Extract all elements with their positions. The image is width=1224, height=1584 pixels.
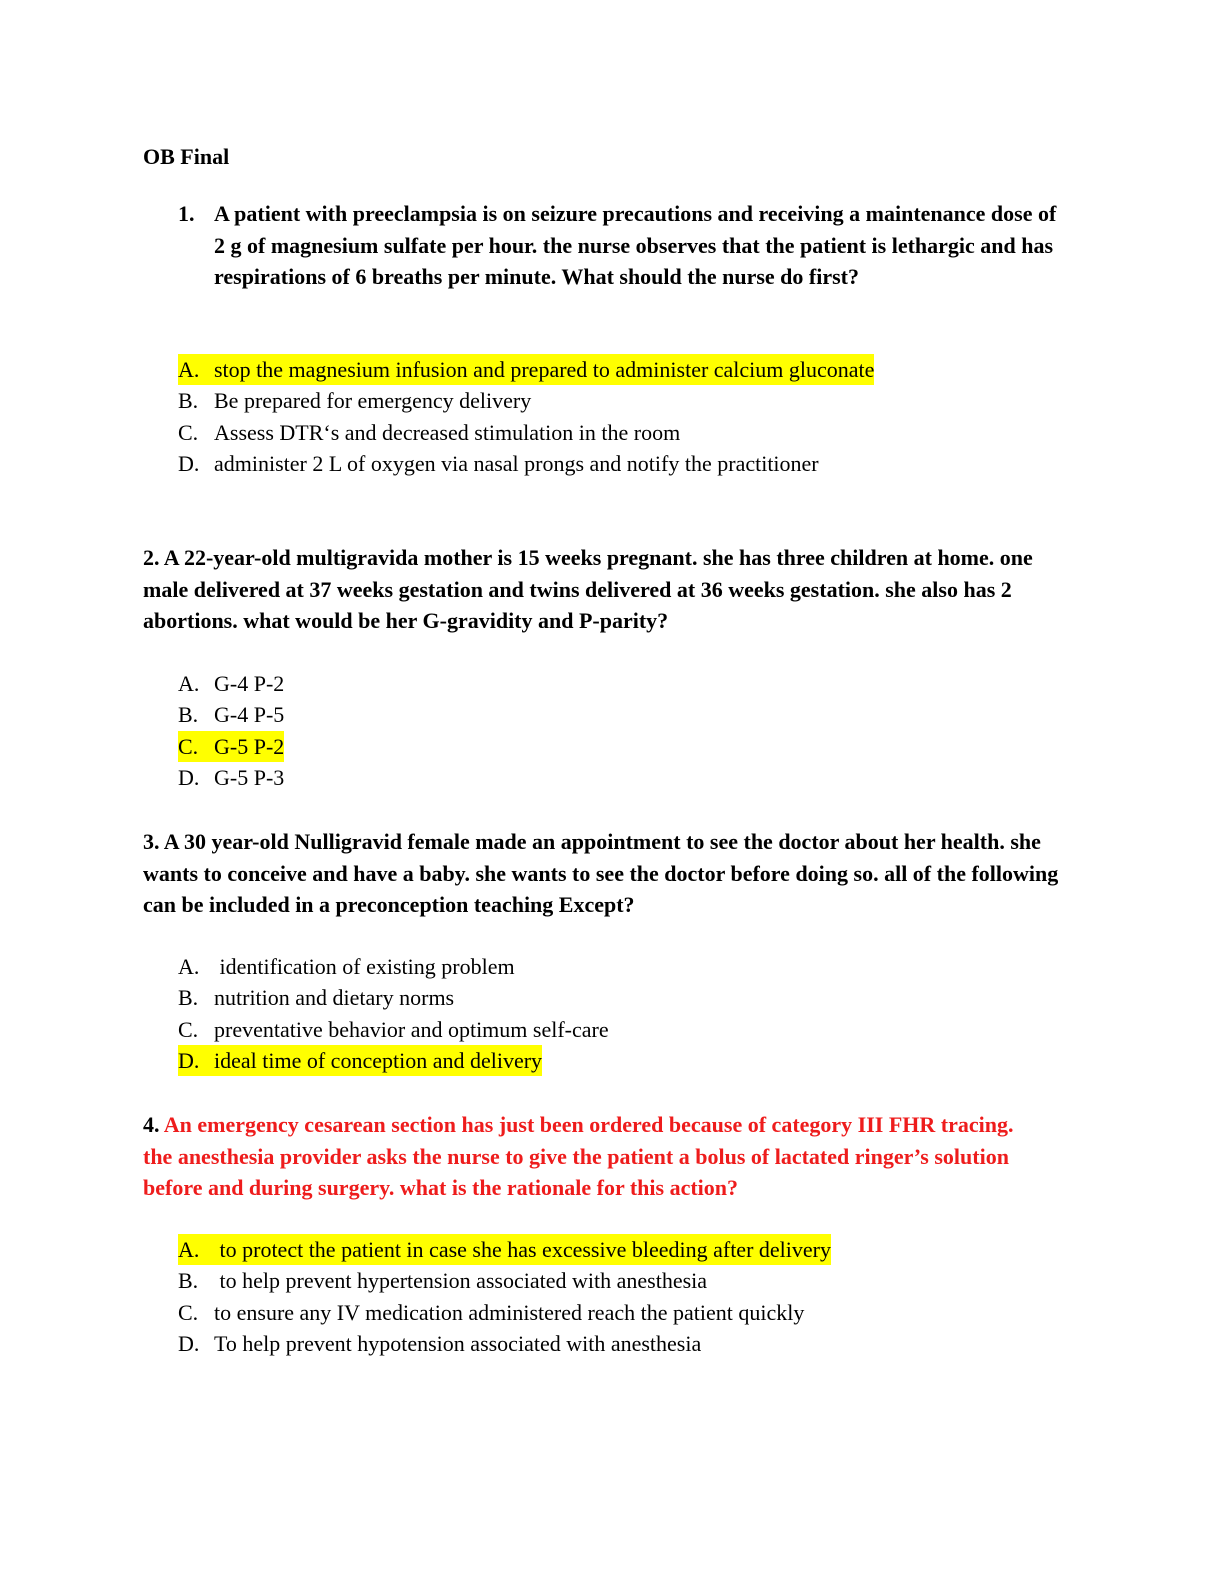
option-letter: A. [178,954,200,979]
option-letter: C. [178,1299,199,1325]
option-text: To help prevent hypotension associated with anesthesia [214,1330,702,1356]
option-b [178,699,284,730]
option-letter: D. [178,1330,200,1356]
option-a [178,1234,831,1265]
option-text: ideal time of conception and delivery [214,1047,543,1073]
question-number: 1. [178,201,195,226]
option-b [178,982,609,1013]
option-letter: C. [178,419,199,445]
option-letter: D. [178,1047,200,1073]
option-letter: B. [178,388,199,414]
option-c [178,417,874,448]
option-text: Be prepared for emergency delivery [214,388,532,414]
option-text: preventative behavior and optimum self-care [214,1016,609,1042]
option-d [178,1045,609,1076]
option-text: to ensure any IV medication administered reach the patient quickly [214,1299,805,1325]
option-letter: B. [178,1268,199,1294]
option-c [178,731,284,762]
option-text: stop the magnesium infusion and prepared to administer calcium gluconate [214,357,875,382]
option-b [178,385,874,416]
question-number: 2. [143,545,160,570]
question-number: 3. [143,829,160,854]
question-text: A 30 year-old Nulligravid female made an appointment to see the doctor about her health. she wants to conceive and have a baby. she wants to see the doctor before doing so. all of the following can be included in a preconception teaching Except? [143,829,1059,917]
option-letter: A. [178,1237,200,1262]
option-c [178,1014,609,1045]
question-4 [143,1109,1043,1204]
question-text: A 22-year-old multigravida mother is 15 weeks pregnant. she has three children at home. one male delivered at 37 weeks gestation and twins delivered at 36 weeks gestation. she also has 2 abortions. what would be her G-gravidity and P-parity? [143,545,1033,633]
option-letter: D. [178,450,200,476]
question-4-options [178,1234,831,1359]
option-text: G-5 P-3 [214,764,285,790]
option-text: nutrition and dietary norms [214,985,455,1011]
question-3-options [178,951,609,1076]
option-d [178,1328,831,1359]
question-text: An emergency cesarean section has just been ordered because of category III FHR tracing. the anesthesia provider asks the nurse to give the patient a bolus of lactated ringer’s solution before and during surgery. what is the rationale for this action? [143,1112,1014,1200]
option-text: identification of existing problem [214,954,515,979]
question-2 [143,542,1083,637]
option-a [178,668,284,699]
option-letter: A. [178,357,200,382]
question-1-options [178,354,874,479]
option-text: G-4 P-2 [214,671,285,696]
option-b [178,1265,831,1296]
option-c [178,1297,831,1328]
question-3 [143,826,1083,921]
option-text: to help prevent hypertension associated with anesthesia [214,1268,708,1294]
question-1 [178,198,1068,293]
option-text: G-5 P-2 [214,733,285,759]
option-letter: A. [178,671,200,696]
option-text: Assess DTR‘s and decreased stimulation in the room [214,419,681,445]
option-letter: B. [178,985,199,1011]
option-text: to protect the patient in case she has excessive bleeding after delivery [214,1237,831,1262]
option-a [178,951,609,982]
document-title: OB Final [143,144,230,169]
option-text: administer 2 L of oxygen via nasal prongs and notify the practitioner [214,450,819,476]
option-d [178,762,284,793]
question-text: A patient with preeclampsia is on seizure precautions and receiving a maintenance dose of 2 g of magnesium sulfate per hour. the nurse observes that the patient is lethargic and has respirations of 6 breaths per minute. What should the nurse do first? [214,201,1057,289]
option-a [178,354,874,385]
question-number: 4. [143,1112,160,1137]
option-letter: B. [178,702,199,728]
question-2-options [178,668,284,793]
option-text: G-4 P-5 [214,702,285,728]
option-d [178,448,874,479]
option-letter: D. [178,764,200,790]
option-letter: C. [178,1016,199,1042]
option-letter: C. [178,733,199,759]
